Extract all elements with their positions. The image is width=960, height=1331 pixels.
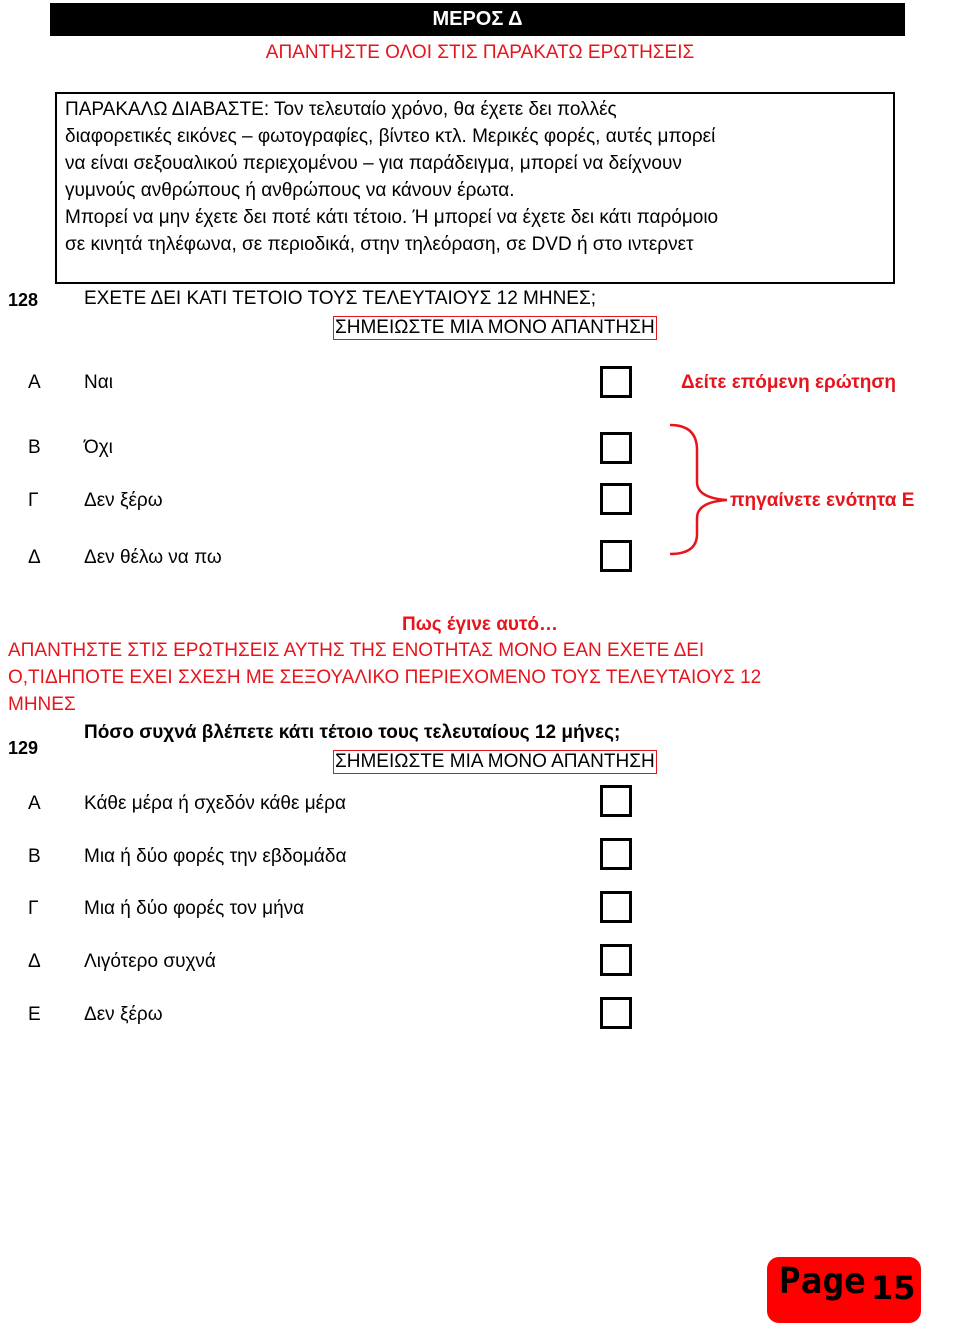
option-label: Λιγότερο συχνά bbox=[84, 951, 216, 972]
option-label: Μια ή δύο φορές την εβδομάδα bbox=[84, 846, 347, 867]
question-number: 128 bbox=[8, 290, 39, 310]
page-number-badge bbox=[767, 1257, 921, 1323]
option-letter: Ε bbox=[28, 1004, 41, 1025]
answer-checkbox[interactable] bbox=[600, 891, 632, 923]
section-header: ΜΕΡΟΣ Δ bbox=[50, 3, 905, 36]
option-letter: Β bbox=[28, 846, 41, 867]
notice-line: σε κινητά τηλέφωνα, σε περιοδικά, στην τηλεόραση, σε DVD ή στο ιντερνετ bbox=[65, 234, 694, 255]
notice-line: διαφορετικές εικόνες – φωτογραφίες, βίντεο κτλ. Μερικές φορές, αυτές μπορεί bbox=[65, 126, 716, 147]
option-label: Όχι bbox=[84, 437, 113, 458]
option-label: Δεν ξέρω bbox=[84, 1004, 163, 1025]
instruction-line: ΜΗΝΕΣ bbox=[8, 694, 76, 715]
option-letter: Δ bbox=[28, 951, 41, 972]
route-next-question: Δείτε επόμενη ερώτηση bbox=[681, 372, 896, 393]
notice-line: να είναι σεξουαλικού περιεχομένου – για παράδειγμα, μπορεί να δείχνουν bbox=[65, 153, 682, 174]
instruction-line: Ο,ΤΙΔΗΠΟΤΕ ΕΧΕΙ ΣΧΕΣΗ ΜΕ ΣΕΞΟΥΑΛΙΚΟ ΠΕΡΙΕΧΟΜΕΝΟ ΤΟΥΣ ΤΕΛΕΥΤΑΙΟΥΣ 12 bbox=[8, 667, 762, 688]
option-letter: Α bbox=[28, 793, 41, 814]
section-subtitle: ΑΠΑΝΤΗΣΤΕ ΟΛΟΙ ΣΤΙΣ ΠΑΡΑΚΑΤΩ ΕΡΩΤΗΣΕΙΣ bbox=[265, 42, 695, 63]
option-letter: Β bbox=[28, 437, 41, 458]
question-text: ΕΧΕΤΕ ΔΕΙ ΚΑΤΙ ΤΕΤΟΙΟ ΤΟΥΣ ΤΕΛΕΥΤΑΙΟΥΣ 12 ΜΗΝΕΣ; bbox=[84, 288, 597, 309]
answer-checkbox[interactable] bbox=[600, 785, 632, 817]
notice-line: ΠΑΡΑΚΑΛΩ ΔΙΑΒΑΣΤΕ: Τον τελευταίο χρόνο, θα έχετε δει πολλές bbox=[65, 99, 617, 120]
answer-checkbox[interactable] bbox=[600, 366, 632, 398]
answer-checkbox[interactable] bbox=[600, 944, 632, 976]
page-label: Page bbox=[779, 1261, 866, 1302]
section-instruction bbox=[8, 637, 958, 718]
single-answer-instruction: ΣΗΜΕΙΩΣΤΕ ΜΙΑ ΜΟΝΟ ΑΠΑΝΤΗΣΗ bbox=[335, 751, 655, 772]
answer-checkbox[interactable] bbox=[600, 540, 632, 572]
option-label: Δεν ξέρω bbox=[84, 490, 163, 511]
option-letter: Γ bbox=[28, 898, 39, 919]
option-letter: Γ bbox=[28, 490, 39, 511]
notice-line: γυμνούς ανθρώπους ή ανθρώπους να κάνουν έρωτα. bbox=[65, 180, 515, 201]
answer-checkbox[interactable] bbox=[600, 483, 632, 515]
answer-checkbox[interactable] bbox=[600, 997, 632, 1029]
section-title: Πως έγινε αυτό… bbox=[402, 614, 559, 635]
page-number: 15 bbox=[871, 1269, 916, 1307]
question-text: Πόσο συχνά βλέπετε κάτι τέτοιο τους τελευταίους 12 μήνες; bbox=[84, 722, 621, 743]
route-section-e: πηγαίνετε ενότητα Ε bbox=[730, 490, 915, 511]
option-label: Μια ή δύο φορές τον μήνα bbox=[84, 898, 305, 919]
single-answer-instruction: ΣΗΜΕΙΩΣΤΕ ΜΙΑ ΜΟΝΟ ΑΠΑΝΤΗΣΗ bbox=[335, 317, 655, 338]
question-number: 129 bbox=[8, 738, 39, 758]
option-label: Δεν θέλω να πω bbox=[84, 547, 222, 568]
instruction-line: ΑΠΑΝΤΗΣΤΕ ΣΤΙΣ ΕΡΩΤΗΣΕΙΣ ΑΥΤΗΣ ΤΗΣ ΕΝΟΤΗΤΑΣ ΜΟΝΟ ΕΑΝ ΕΧΕΤΕ ΔΕΙ bbox=[8, 640, 705, 661]
read-notice-box bbox=[55, 92, 895, 284]
answer-checkbox[interactable] bbox=[600, 432, 632, 464]
notice-line: Μπορεί να μην έχετε δει ποτέ κάτι τέτοιο. Ή μπορεί να έχετε δει κάτι παρόμοιο bbox=[65, 207, 719, 228]
option-label: Ναι bbox=[84, 372, 113, 393]
option-letter: Δ bbox=[28, 547, 41, 568]
option-label: Κάθε μέρα ή σχεδόν κάθε μέρα bbox=[84, 793, 346, 814]
option-letter: Α bbox=[28, 372, 41, 393]
answer-checkbox[interactable] bbox=[600, 838, 632, 870]
brace-icon bbox=[665, 420, 735, 560]
